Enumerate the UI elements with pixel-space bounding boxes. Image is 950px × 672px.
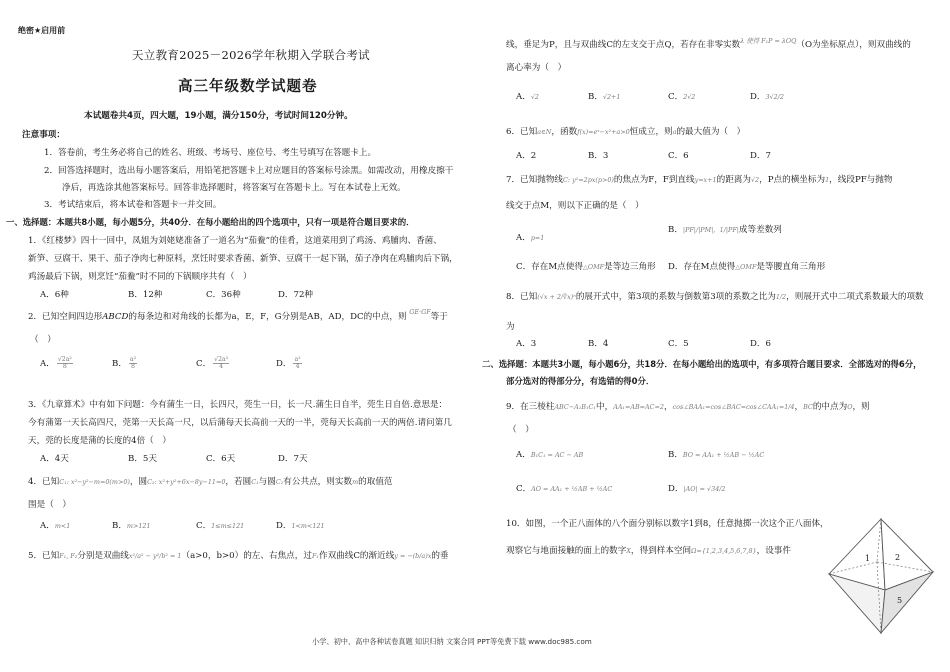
question-9-formula: ABC−A₁B₁C₁ (554, 403, 596, 411)
question-10-line: 10．如图，一个正八面体的八个面分别标以数字1到8，任意抛掷一次这个正八面体， (506, 519, 829, 529)
question-7-formula: y=x+1 (694, 176, 717, 184)
option-label: C． (196, 359, 212, 370)
option-formula: m<1 (54, 522, 71, 530)
question-6-option-d: D．7 (750, 151, 771, 161)
question-1-option-d: D．72种 (278, 290, 314, 300)
question-9-formula: cos∠BAA₁=cos∠BAC=cos∠CAA₁= (672, 403, 785, 411)
confidential-label: 绝密★启用前 (18, 26, 66, 35)
question-2-option-a (40, 357, 75, 370)
exam-title: 天立教育2025－2026学年秋期入学联合考试 (132, 48, 370, 62)
question-10-text: ，得到样本空间 (630, 546, 692, 556)
question-1-option-c: C．36种 (206, 290, 241, 300)
option-label: D． (750, 92, 766, 102)
option-label: D． (276, 359, 292, 370)
question-5-option-a (516, 92, 539, 103)
face-label-5: 5 (897, 596, 903, 605)
question-5-text: （O为坐标原点），则双曲线的 (796, 40, 911, 50)
fraction-numerator: √2a² (57, 356, 72, 363)
option-fraction (213, 357, 229, 370)
option-formula: 1<m<121 (291, 522, 325, 530)
question-4-option-a (40, 521, 70, 532)
option-label: B． (588, 92, 603, 102)
option-formula: √2+1 (602, 93, 621, 101)
question-5-text: 线，垂足为P，且与双曲线C的左支交于点Q，若存在非零实数 (506, 40, 741, 50)
question-4-line: 围是（ ） (28, 500, 71, 510)
question-4-option-c (196, 521, 244, 532)
question-6-text: 的最大值为（ ） (676, 127, 746, 137)
question-9-text: ，则 (852, 402, 870, 412)
question-9-paren: （ ） (508, 425, 534, 435)
question-9-text: ， (794, 402, 804, 412)
question-10-formula: Ω={1,2,3,4,5,6,7,8} (691, 547, 757, 555)
question-7-line: 线交于点M，则以下正确的是（ ） (506, 201, 644, 211)
question-8-option-b: B．4 (588, 339, 609, 349)
notice-item: 净后，再选涂其他答案标号。回答非选择题时，将答案写在答题卡上。写在本试卷上无效。 (62, 183, 406, 193)
face-label-2: 2 (895, 553, 901, 562)
question-7-text: 7．已知抛物线 (506, 175, 564, 185)
section-2-heading: 部分选对的得部分分，有选错的得0分． (506, 376, 655, 386)
question-6-text: 恒成立，则 (629, 127, 673, 137)
question-2-option-c (196, 357, 231, 370)
option-formula: B₁C₁ = AC − AB (530, 451, 584, 459)
question-6-option-c: C．6 (668, 151, 689, 161)
question-10-text: 观察它与地面接触的面上的数字 (506, 546, 627, 556)
question-7-option-d (668, 262, 825, 273)
option-text: 是等边三角形 (604, 262, 656, 272)
notice-item: 1．答卷前，考生务必将自己的姓名、班级、考场号、座位号、考生号填写在答题卡上。 (44, 148, 377, 158)
option-label: A． (516, 92, 531, 102)
question-4-text: ，圆 (129, 477, 148, 487)
question-2-option-d (276, 357, 304, 370)
question-5-formula: x²/a² − y²/b² = 1 (128, 552, 182, 560)
question-1-line: 鸡汤最后下锅，则烹饪“茄鲞”时不同的下锅顺序共有（ ） (28, 272, 252, 282)
question-1-option-b: B．12种 (128, 290, 163, 300)
question-4-c2: C₂ (275, 478, 284, 486)
question-2-text: a，E，F，G分别是AB，AD，DC的中点，则 (231, 312, 407, 322)
question-2-abcd: ABCD (102, 312, 129, 322)
question-3-line: 3．《九章算术》中有如下问题：今有蒲生一日，长四尺，莞生一日，长一尺.蒲生日自半，莞生日自倍.意思是： (28, 400, 448, 410)
notice-heading: 注意事项： (22, 130, 65, 140)
question-4-option-d (276, 521, 325, 532)
question-3-option-d: D．7天 (278, 454, 308, 464)
paper-info: 本试题卷共4页，四大题，19小题，满分150分，考试时间120分钟。 (84, 111, 353, 121)
question-10-formula: X (626, 547, 631, 555)
question-5-f1: F₁ (311, 552, 319, 560)
option-label: C．存在M点使得 (516, 262, 583, 272)
fraction-numerator: √2a² (214, 356, 229, 363)
option-text: 是等腰直角三角形 (756, 262, 826, 272)
option-label: B． (112, 359, 127, 370)
question-6-line (506, 127, 745, 138)
question-9-text: ， (663, 402, 673, 412)
option-formula: BO = AA₁ + ½AB − ½AC (682, 451, 765, 459)
question-7-line (506, 175, 892, 186)
question-7-option-c (516, 262, 656, 273)
option-formula: 3√2/2 (765, 93, 784, 101)
question-1-line: 新笋、豆腐干、果干、茄子净肉七种原料，烹饪时要求香菌、新笋、豆腐干一起下锅，茄子净肉在鸡脯肉后下锅， (28, 254, 458, 264)
question-4-m: m (352, 478, 359, 486)
question-5-foci: F₁, F₂ (59, 552, 78, 560)
question-9-option-b (668, 450, 764, 461)
option-fraction (293, 357, 301, 370)
footer-text: 小学、初中、高中各种试卷真题 知识归纳 文案合同 PPT等免费下载 www.doc985.com (312, 637, 592, 646)
question-6-formula: a∈N (537, 128, 552, 136)
question-3-option-b: B．5天 (128, 454, 157, 464)
question-4-text: 有公共点，则实数 (283, 477, 353, 487)
option-fraction (57, 357, 73, 370)
question-4-text: 与圆 (258, 477, 276, 487)
question-5-text: 的垂 (431, 551, 449, 561)
question-2-paren: （ ） (30, 335, 56, 345)
question-7-formula: C: y²=2px(p>0) (563, 176, 614, 184)
question-5-formula: y = −(b/a)x (394, 552, 432, 560)
option-formula: |PF|/|PM|，1/|PF| (682, 226, 739, 234)
question-2-text: 的每条边和对角线的长都为 (128, 312, 232, 322)
option-formula: △OMF (735, 263, 757, 271)
question-2-line (28, 308, 448, 323)
question-7-option-b (668, 225, 782, 236)
option-formula: AO = AA₁ + ½AB + ½AC (531, 485, 613, 493)
question-3-line: 今有蒲第一天长高四尺，莞第一天长高一尺，以后蒲每天长高前一天的一半，莞每天长高前一天的两倍.请问第几 (28, 418, 452, 428)
option-text: 成等差数列 (738, 225, 782, 235)
question-1-line: 1．《红楼梦》四十一回中，凤姐为刘姥姥准备了一道名为“茄鲞”的佳肴，这道菜用到了鸡汤、鸡脯肉、香菌、 (28, 236, 442, 246)
question-7-option-a (516, 233, 544, 244)
question-2-option-b (112, 357, 139, 370)
option-label: D． (668, 484, 684, 494)
option-formula: √2 (530, 93, 539, 101)
question-8-option-d: D．6 (750, 339, 771, 349)
question-8-text: 的展开式中，第3项的系数与倒数第3项的系数之比为 (575, 292, 776, 302)
option-label: A． (40, 521, 55, 531)
question-6-text: ，函数 (551, 127, 578, 137)
fraction-denominator: 8 (62, 363, 67, 371)
question-7-text: 的距离为 (716, 175, 751, 185)
fraction-denominator: 4 (295, 363, 300, 371)
option-label: B． (668, 450, 683, 460)
question-8-text: ，则展开式中二项式系数最大的项数 (786, 292, 924, 302)
question-4-formula: C₁: x²−y²−m=0(m>0) (59, 478, 130, 486)
question-8-line (506, 292, 924, 303)
question-1-option-a: A．6种 (40, 290, 69, 300)
notice-item: 3．考试结束后，将本试卷和答题卡一并交回。 (44, 200, 222, 210)
option-label: B． (668, 225, 683, 235)
question-4-line (28, 477, 393, 488)
question-9-formula: AA₁=AB=AC=2 (613, 403, 664, 411)
option-formula: 1≤m≤121 (211, 522, 245, 530)
option-label: A． (516, 233, 531, 243)
question-9-formula: 1/4 (784, 403, 795, 411)
question-4-text: ，若圆 (225, 477, 252, 487)
option-label: A． (40, 359, 55, 370)
question-5-text: 分别是双曲线 (77, 551, 129, 561)
question-10-line (506, 546, 791, 557)
question-4-c1: C₁ (251, 478, 259, 486)
question-5-text: 作双曲线C的渐近线 (318, 551, 395, 561)
question-4-text: 的取值范 (358, 477, 393, 487)
question-8-formula: (√x + 2/∛x)ⁿ (537, 293, 576, 301)
question-8-option-a: A．3 (516, 339, 537, 349)
question-9-text: 中， (596, 402, 614, 412)
question-8-formula: 1/2 (775, 293, 787, 301)
question-9-option-c (516, 484, 612, 495)
fraction-numerator: a² (129, 356, 137, 363)
question-8-line: 为 (506, 322, 515, 332)
question-6-formula: f(x)=eˣ−x²+a>0 (577, 128, 630, 136)
question-8-option-c: C．5 (668, 339, 689, 349)
option-label: C． (516, 484, 532, 494)
question-7-formula: 1 (825, 176, 830, 184)
section-1-heading: 一、选择题：本题共8小题，每小题5分，共40分．在每小题给出的四个选项中，只有一项是符合题目要求的． (6, 217, 415, 227)
question-5-text: 5．已知 (28, 551, 60, 561)
question-6-a: a (672, 128, 677, 136)
question-10-text: ，设事件 (756, 546, 791, 556)
notice-item: 2．回答选择题时，选出每小题答案后，用铅笔把答题卡上对应题目的答案标号涂黑。如需改动，用橡皮擦干 (44, 166, 454, 176)
fraction-numerator: a² (294, 356, 301, 363)
option-label: D．存在M点使得 (668, 262, 736, 272)
question-9-line (506, 402, 870, 413)
question-2-text: 等于 (430, 312, 448, 322)
paper-title: 高三年级数学试题卷 (178, 79, 318, 95)
question-9-formula: O (847, 403, 853, 411)
question-7-text: ，P点的横坐标为 (759, 175, 826, 185)
question-8-text: 8．已知 (506, 292, 538, 302)
question-7-formula: √2 (750, 176, 760, 184)
question-9-text: 的中点为 (812, 402, 848, 412)
question-3-option-c: C．6天 (206, 454, 236, 464)
question-9-option-a (516, 450, 583, 461)
section-2-heading: 二、选择题：本题共3小题，每小题6分，共18分．在每小题给出的选项中，有多项符合题目要求．全部选对的得6分， (482, 359, 922, 369)
question-2-formula: GE·GF (409, 308, 431, 316)
option-label: B． (112, 521, 127, 531)
question-5-option-b (588, 92, 620, 103)
question-9-formula: BC (803, 403, 813, 411)
fraction-denominator: 8 (131, 363, 135, 371)
question-5-line (28, 551, 449, 562)
question-5-option-c (668, 92, 695, 103)
question-9-text: 9．在三棱柱 (506, 402, 555, 412)
question-3-option-a: A．4天 (40, 454, 69, 464)
question-4-text: 4．已知 (28, 477, 60, 487)
question-7-text: 的焦点为F，F到直线 (613, 175, 695, 185)
question-5-cont-line (506, 37, 911, 51)
question-4-option-b (112, 521, 151, 532)
question-5-option-d (750, 92, 784, 103)
option-formula: m>121 (126, 522, 151, 530)
question-7-text: ，线段PF与抛物 (829, 175, 893, 185)
option-fraction (129, 357, 137, 370)
option-label: C． (196, 521, 212, 531)
option-label: C． (668, 92, 684, 102)
option-label: D． (276, 521, 292, 531)
option-formula: |AO| = √34/2 (683, 485, 726, 493)
question-5-cont-line: 离心率为（ ） (506, 63, 567, 73)
option-formula: p=1 (530, 234, 545, 242)
option-label: A． (516, 450, 531, 460)
question-3-line: 天，莞的长度是蒲的长度的4倍（ ） (28, 436, 171, 446)
question-5-formula: λ 使得 F₁P = λOQ (740, 37, 797, 45)
fraction-denominator: 4 (219, 363, 224, 371)
question-9-option-d (668, 484, 726, 495)
question-4-formula: C₂: x²+y²+6x−8y−11=0 (147, 478, 226, 486)
octahedron-figure (825, 517, 937, 635)
question-2-text: 2．已知空间四边形 (28, 312, 103, 322)
face-label-1: 1 (865, 554, 871, 563)
option-formula: 2√2 (683, 93, 696, 101)
question-5-text: （a>0，b>0）的左、右焦点，过 (181, 551, 312, 561)
question-6-text: 6．已知 (506, 127, 538, 137)
option-formula: △OMF (582, 263, 605, 271)
question-6-option-b: B．3 (588, 151, 609, 161)
question-6-option-a: A．2 (516, 151, 537, 161)
